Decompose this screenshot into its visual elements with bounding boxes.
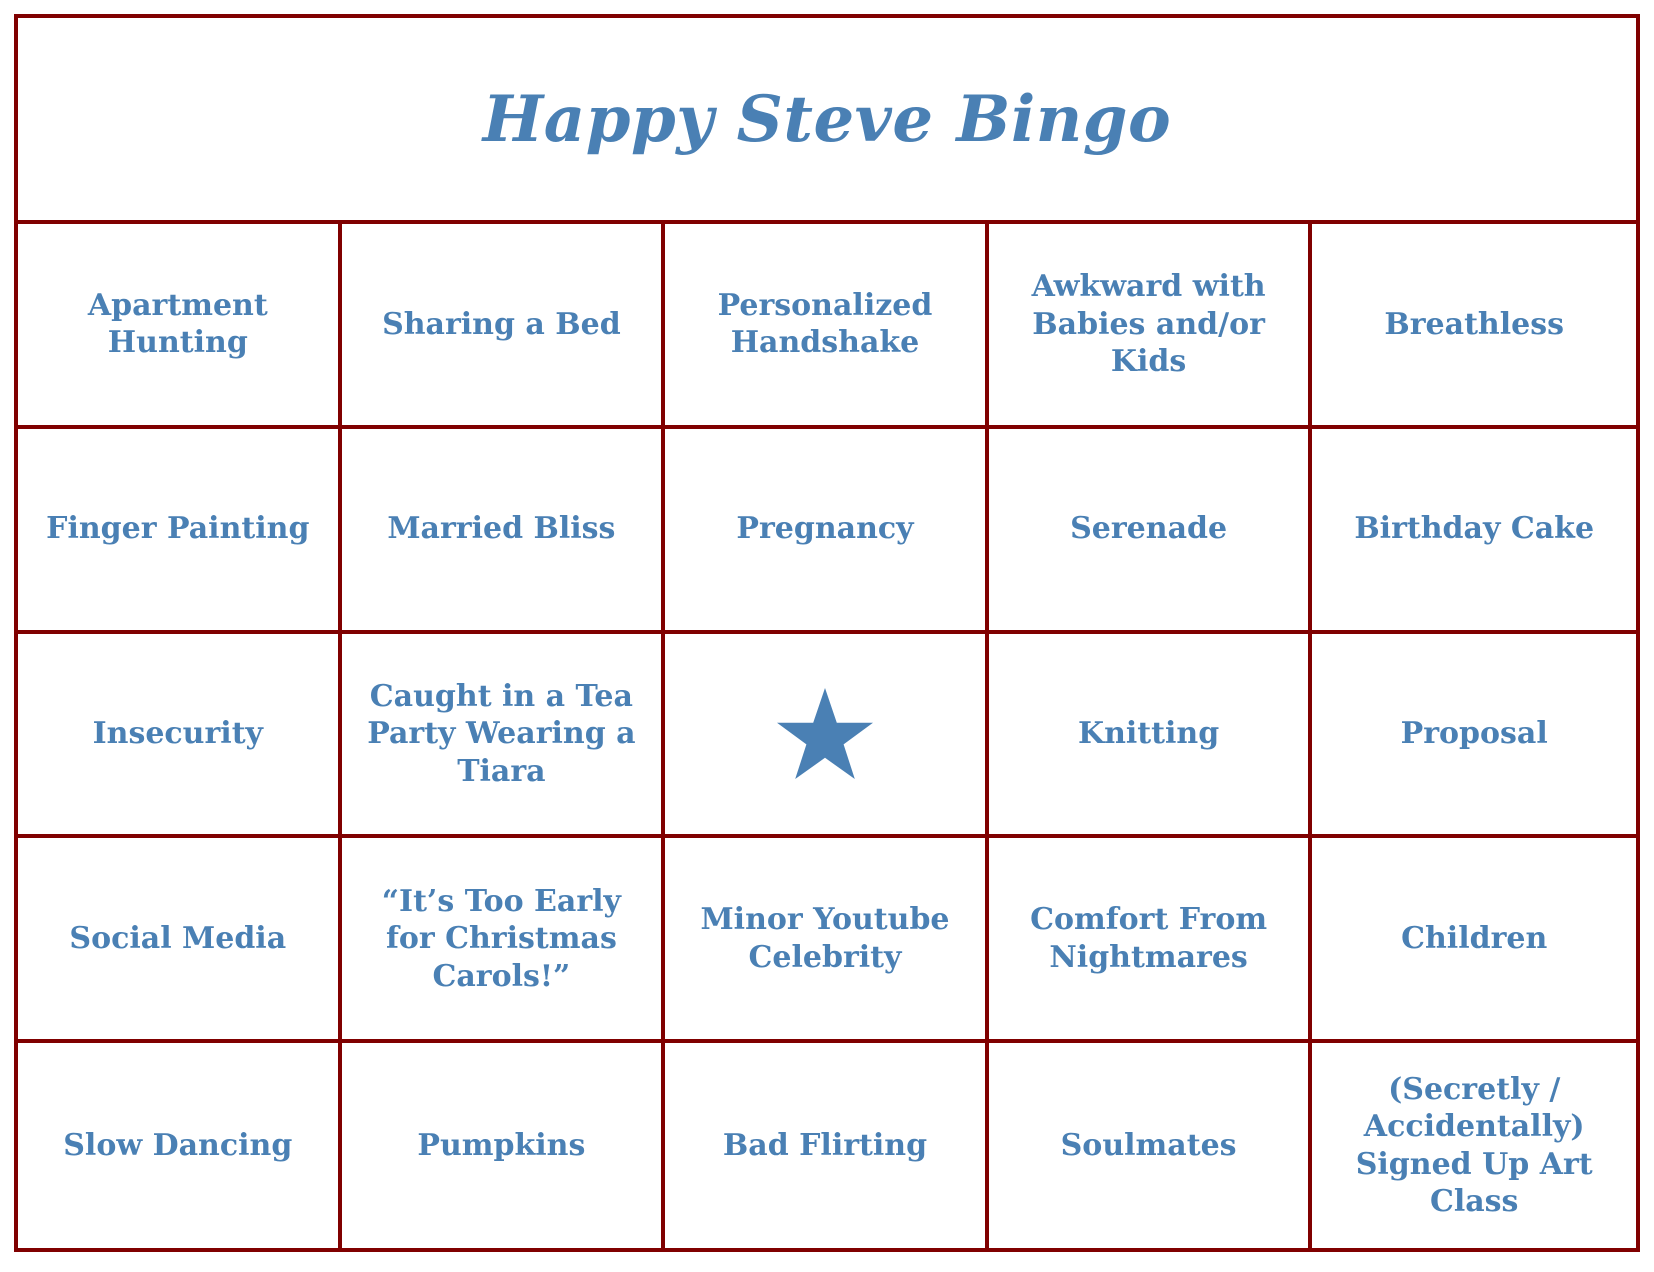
bingo-cell[interactable]	[665, 838, 989, 1043]
bingo-cell-label: Knitting	[1078, 716, 1220, 752]
bingo-cell[interactable]	[1312, 224, 1636, 429]
bingo-cell[interactable]	[342, 634, 666, 839]
bingo-cell-label: Soulmates	[1060, 1127, 1237, 1163]
bingo-cell[interactable]	[342, 429, 666, 634]
bingo-cell-label: Birthday Cake	[1354, 511, 1595, 547]
bingo-cell[interactable]	[665, 224, 989, 429]
bingo-cell[interactable]	[18, 429, 342, 634]
bingo-cell-label: Insecurity	[92, 716, 263, 752]
bingo-cell-label: “It’s Too Early for Christmas Carols!”	[381, 883, 621, 994]
bingo-cell-label: Comfort From Nightmares	[1030, 902, 1268, 975]
bingo-cell[interactable]	[1312, 429, 1636, 634]
bingo-cell-label: Sharing a Bed	[382, 306, 621, 342]
bingo-cell[interactable]	[18, 1043, 342, 1248]
bingo-cell[interactable]	[665, 1043, 989, 1248]
bingo-cell-label: Pumpkins	[417, 1127, 586, 1163]
bingo-cell[interactable]	[342, 838, 666, 1043]
bingo-board	[14, 14, 1640, 1252]
bingo-cell-label: Finger Painting	[46, 511, 310, 547]
bingo-cell[interactable]	[989, 429, 1313, 634]
title-cell	[18, 18, 1636, 224]
bingo-cell-label: Married Bliss	[387, 511, 616, 547]
bingo-cell-label: Children	[1401, 921, 1548, 957]
bingo-cell[interactable]	[18, 838, 342, 1043]
bingo-cell[interactable]	[989, 1043, 1313, 1248]
page-title: Happy Steve Bingo	[482, 81, 1172, 157]
bingo-cell-label: Apartment Hunting	[87, 287, 268, 361]
star-icon	[775, 686, 875, 782]
bingo-cell-label: (Secretly / Accidentally) Signed Up Art Class	[1355, 1071, 1593, 1220]
bingo-cell[interactable]	[1312, 634, 1636, 839]
bingo-cell[interactable]	[989, 224, 1313, 429]
bingo-cell[interactable]	[342, 224, 666, 429]
bingo-cell-label: Bad Flirting	[722, 1127, 928, 1163]
bingo-cell[interactable]	[989, 634, 1313, 839]
bingo-cell-label: Social Media	[69, 921, 287, 957]
bingo-cell-label: Caught in a Tea Party Wearing a Tiara	[367, 678, 636, 789]
free-space-cell[interactable]	[665, 634, 989, 839]
bingo-cell[interactable]	[989, 838, 1313, 1043]
bingo-cell-label: Personalized Handshake	[717, 287, 933, 361]
bingo-cell[interactable]	[665, 429, 989, 634]
bingo-cell-label: Serenade	[1070, 511, 1228, 547]
bingo-cell[interactable]	[18, 224, 342, 429]
bingo-cell[interactable]	[1312, 838, 1636, 1043]
bingo-cell-label: Awkward with Babies and/or Kids	[1031, 269, 1266, 380]
bingo-cell-label: Proposal	[1400, 716, 1548, 752]
bingo-cell-label: Minor Youtube Celebrity	[700, 902, 950, 975]
bingo-cell[interactable]	[18, 634, 342, 839]
bingo-cell-label: Slow Dancing	[63, 1127, 293, 1163]
bingo-cell-label: Breathless	[1384, 306, 1564, 342]
bingo-cell-label: Pregnancy	[736, 511, 914, 547]
bingo-cell[interactable]	[1312, 1043, 1636, 1248]
bingo-cell[interactable]	[342, 1043, 666, 1248]
